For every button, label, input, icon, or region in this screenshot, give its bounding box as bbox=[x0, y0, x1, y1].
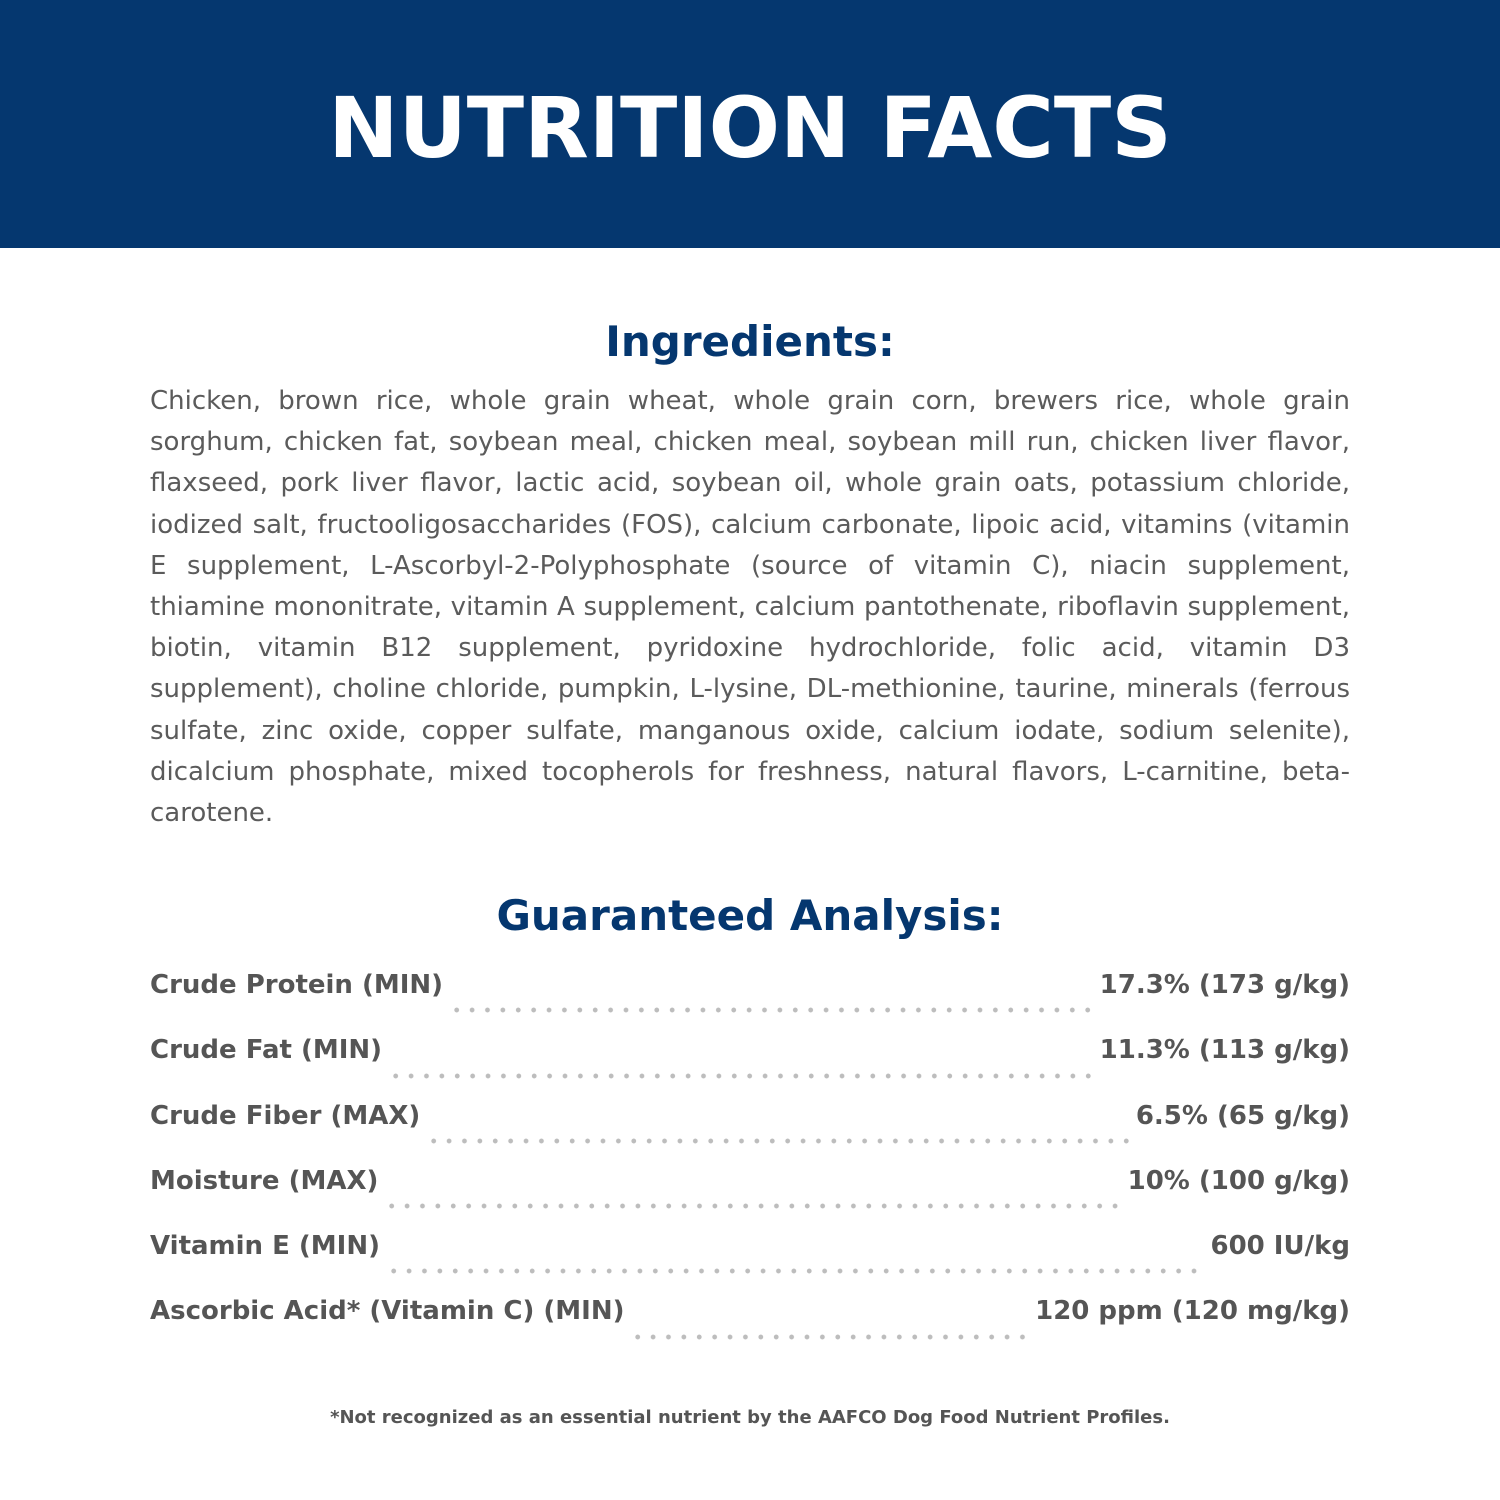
analysis-label: Moisture (MAX) bbox=[150, 1165, 379, 1196]
analysis-row-moisture bbox=[150, 1158, 1350, 1223]
analysis-value: 10% (100 g/kg) bbox=[1127, 1165, 1350, 1196]
analysis-label: Ascorbic Acid* (Vitamin C) (MIN) bbox=[150, 1296, 625, 1327]
analysis-value: 600 IU/kg bbox=[1210, 1231, 1350, 1262]
analysis-row-ascorbic-acid bbox=[150, 1288, 1350, 1353]
analysis-value: 120 ppm (120 mg/kg) bbox=[1035, 1296, 1350, 1327]
analysis-label: Crude Fiber (MAX) bbox=[150, 1100, 421, 1131]
analysis-label: Crude Protein (MIN) bbox=[150, 970, 444, 1000]
analysis-value: 17.3% (173 g/kg) bbox=[1099, 970, 1350, 1000]
analysis-value: 11.3% (113 g/kg) bbox=[1099, 1035, 1350, 1066]
dot-leader bbox=[426, 1138, 1130, 1144]
dot-leader bbox=[388, 1073, 1094, 1079]
guaranteed-analysis-heading: Guaranteed Analysis: bbox=[496, 891, 1004, 940]
dot-leader bbox=[386, 1268, 1204, 1274]
analysis-row-crude-fiber bbox=[150, 1093, 1350, 1158]
dot-leader bbox=[384, 1203, 1121, 1209]
analysis-row-crude-protein bbox=[150, 962, 1350, 1027]
analysis-label: Crude Fat (MIN) bbox=[150, 1035, 383, 1066]
analysis-row-crude-fat bbox=[150, 1027, 1350, 1092]
page-title: NUTRITION FACTS bbox=[328, 79, 1172, 177]
dot-leader bbox=[630, 1334, 1029, 1340]
ingredients-text: Chicken, brown rice, whole grain wheat, whole grain corn, brewers rice, whole grain sorghum, chicken fat, soybean meal, chicken meal, soybean mill run, chicken liver flavor, flaxseed, pork liver flavor, lactic acid, soybean oil, whole grain oats, potassium chloride, iodized salt, fructooligosaccharides (FOS), calcium carbonate, lipoic acid, vitamins (vitamin E supplement, L-Ascorbyl-2-Polyphosphate (source of vitamin C), niacin supplement, thiamine mononitrate, vitamin A supplement, calcium pantothenate, riboflavin supplement, biotin, vitamin B12 supplement, pyridoxine hydrochloride, folic acid, vitamin D3 supplement), choline chloride, pumpkin, L-lysine, DL-methionine, taurine, minerals (ferrous sulfate, zinc oxide, copper sulfate, manganous oxide, calcium iodate, sodium selenite), dicalcium phosphate, mixed tocopherols for freshness, natural flavors, L-carnitine, beta-carotene. bbox=[150, 386, 1350, 829]
header-banner bbox=[0, 0, 1500, 248]
footnote: *Not recognized as an essential nutrient by the AAFCO Dog Food Nutrient Profiles. bbox=[330, 1407, 1170, 1428]
dot-leader bbox=[449, 1007, 1094, 1013]
analysis-row-vitamin-e bbox=[150, 1223, 1350, 1288]
analysis-label: Vitamin E (MIN) bbox=[150, 1231, 381, 1262]
guaranteed-analysis-list bbox=[150, 962, 1350, 1354]
analysis-value: 6.5% (65 g/kg) bbox=[1135, 1100, 1350, 1131]
ingredients-heading: Ingredients: bbox=[605, 317, 895, 366]
